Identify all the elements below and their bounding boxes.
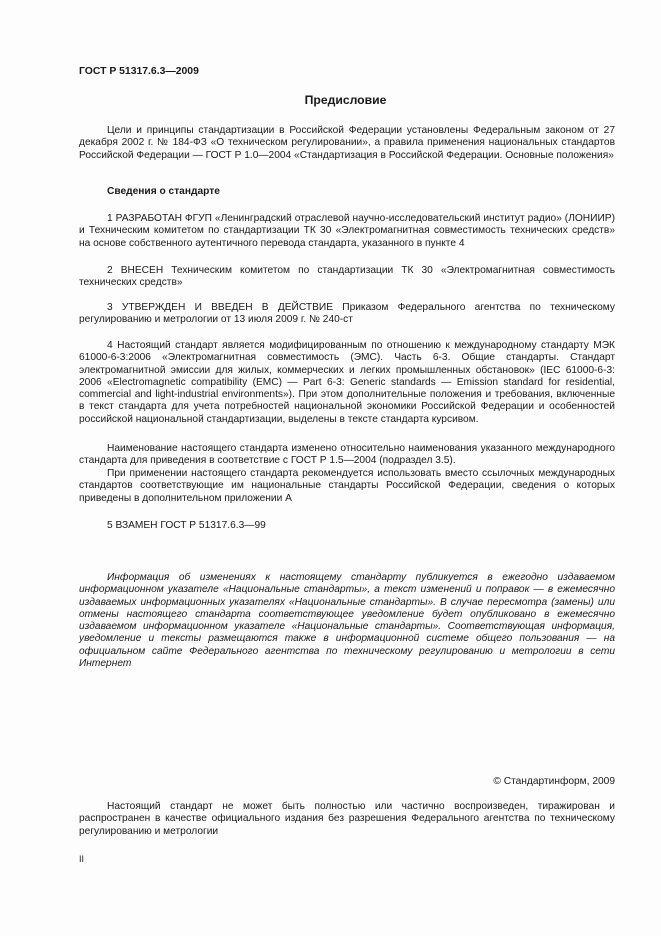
item-2-paragraph: 2 ВНЕСЕН Техническим комитетом по стандартизации ТК 30 «Электромагнитная совместимость технических средств» — [79, 265, 615, 289]
changes-notice-paragraph: Информация об изменениях к настоящему стандарту публикуется в ежегодно издаваемом информационном указателе «Национальные стандарты», а текст изменений и поправок — в ежемесячно издаваемых информационных указателях «Национальные стандарты». В случае пересмотра (замены) или отмены настоящего стандарта соответствующее уведомление будет опубликовано в ежемесячно издаваемом информационном указателе «Национальные стандарты». Соответствующая информация, уведомление и тексты размещаются также в информационной системе общего пользования — на официальном сайте Федерального агентства по техническому регулированию и метрологии в сети Интернет — [79, 572, 615, 670]
item-1-paragraph: 1 РАЗРАБОТАН ФГУП «Ленинградский отраслевой научно-исследовательский институт радио» (ЛОНИИР) и Техническим комитетом по стандартизации ТК 30 «Электромагнитная совместимость технических средств» на основе собственного аутентичного перевода стандарта, указанного в пункте 4 — [79, 213, 615, 249]
page-title: Предисловие — [304, 93, 387, 107]
copyright-notice: © Стандартинформ, 2009 — [493, 776, 615, 787]
item-3-paragraph: 3 УТВЕРЖДЕН И ВВЕДЕН В ДЕЙСТВИЕ Приказом Федерального агентства по техническому регулированию и метрологии от 13 июля 2009 г. № 240-ст — [79, 302, 615, 326]
page-number: II — [79, 854, 85, 864]
section-subheading: Сведения о стандарте — [107, 186, 220, 197]
item-4-paragraph: 4 Настоящий стандарт является модифицированным по отношению к международному стандарту МЭК 61000-6-3:2006 «Электромагнитная совместимость (ЭМС). Часть 6-3. Общие стандарты. Стандарт электромагнитной эмиссии для жилых, коммерческих и легких промышленных обстановок» (IEC 61000-6-3: 2006 «Electromagnetic compatibility (EMC) — Part 6-3: Generic standards — Emission standard for residential, commercial and light-industrial environments»). При этом дополнительные положения и требования, включенные в текст стандарта для учета потребностей национальной экономики Российской Федерации и особенностей российской национальной стандартизации, выделены в тексте стандарта курсивом. — [79, 340, 615, 425]
intro-paragraph: Цели и принципы стандартизации в Российской Федерации установлены Федеральным законом от 27 декабря 2002 г. № 184-ФЗ «О техническом регулировании», а правила применения национальных стандартов Российской Федерации — ГОСТ Р 1.0—2004 «Стандартизация в Российской Федерации. Основные положения» — [79, 125, 615, 161]
item-5-paragraph: 5 ВЗАМЕН ГОСТ Р 51317.6.3—99 — [107, 520, 266, 531]
footer-paragraph: Настоящий стандарт не может быть полностью или частично воспроизведен, тиражирован и распространен в качестве официального издания без разрешения Федерального агентства по техническому регулированию и метрологии — [79, 801, 615, 837]
item-4-title-note-paragraph: Наименование настоящего стандарта изменено относительно наименования указанного международного стандарта для приведения в соответствие с ГОСТ Р 1.5—2004 (подраздел 3.5). — [79, 443, 615, 467]
item-4-references-paragraph: При применении настоящего стандарта рекомендуется использовать вместо ссылочных международных стандартов соответствующие им национальные стандарты Российской Федерации, сведения о которых приведены в дополнительном приложении А — [79, 468, 615, 504]
document-header: ГОСТ Р 51317.6.3—2009 — [79, 66, 199, 77]
